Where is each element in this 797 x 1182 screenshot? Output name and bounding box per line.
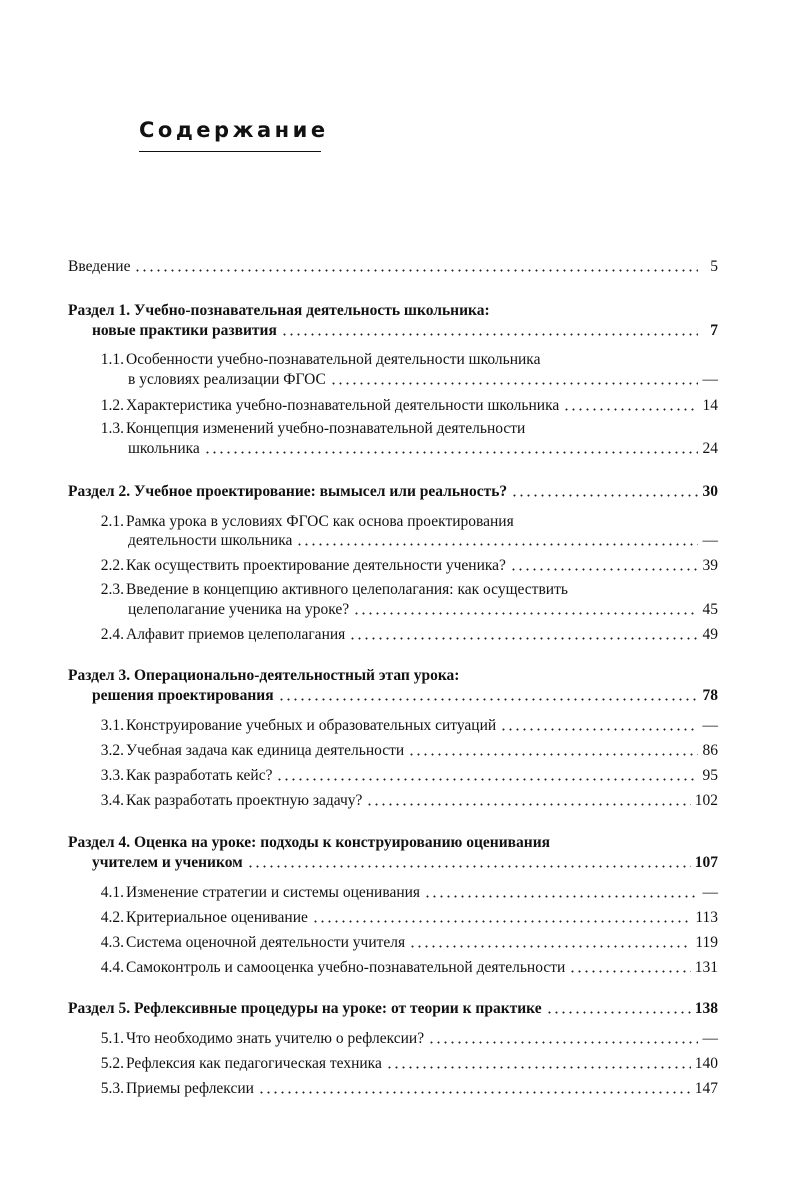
toc-page-number: 102 xyxy=(694,792,718,809)
toc-item-5-2[interactable] xyxy=(68,1051,718,1073)
dot-leader xyxy=(296,543,698,546)
item-text: Изменение стратегии и системы оценивания xyxy=(126,884,421,901)
toc-page-number: — xyxy=(702,532,718,549)
dot-leader xyxy=(276,778,698,781)
item-number: 5.1. xyxy=(100,1030,124,1047)
toc-page-number: 14 xyxy=(702,397,718,414)
dot-leader xyxy=(546,1011,691,1014)
dot-leader xyxy=(278,698,698,701)
item-number: 5.2. xyxy=(100,1055,124,1072)
item-text: Концепция изменений учебно-познавательной деятельности xyxy=(126,420,526,437)
dot-leader xyxy=(330,382,698,385)
toc-page-number: — xyxy=(702,1030,718,1047)
section-1-heading[interactable] xyxy=(68,298,718,320)
section-heading-text: Раздел 5. Рефлексивные процедуры на уроке: от теории к практике xyxy=(68,1000,542,1017)
toc-page-number: 107 xyxy=(694,854,718,871)
dot-leader xyxy=(349,637,698,640)
item-text: в условиях реализации ФГОС xyxy=(128,371,326,388)
dot-leader xyxy=(563,408,698,411)
item-number: 5.3. xyxy=(100,1080,124,1097)
item-text: Как разработать кейс? xyxy=(126,767,273,784)
dot-leader xyxy=(312,920,691,923)
item-text: Рефлексия как педагогическая техника xyxy=(126,1055,382,1072)
item-number: 4.2. xyxy=(100,909,124,926)
item-number: 3.2. xyxy=(100,742,124,759)
toc-item-2-2[interactable] xyxy=(68,553,718,575)
toc-page-number: 86 xyxy=(702,742,718,759)
toc-page-number: — xyxy=(702,884,718,901)
dot-leader xyxy=(134,269,698,272)
dot-leader xyxy=(424,895,698,898)
page-title: Содержание xyxy=(139,118,329,142)
toc-item-3-1[interactable] xyxy=(68,713,718,735)
toc-page-number: 131 xyxy=(694,959,718,976)
item-number: 1.2. xyxy=(100,397,124,414)
page-title-block xyxy=(139,118,329,152)
item-text: Введение в концепцию активного целеполагания: как осуществить xyxy=(126,581,568,598)
toc-item-4-2[interactable] xyxy=(68,905,718,927)
toc-item-3-3[interactable] xyxy=(68,763,718,785)
item-text: Алфавит приемов целеполагания xyxy=(126,626,346,643)
toc-item-3-2[interactable] xyxy=(68,738,718,760)
item-text: Самоконтроль и самооценка учебно-познавательной деятельности xyxy=(126,959,566,976)
item-number: 2.1. xyxy=(100,513,124,530)
toc-item-4-3[interactable] xyxy=(68,930,718,952)
dot-leader xyxy=(569,970,690,973)
toc-page-number: 78 xyxy=(702,687,718,704)
toc-entry-intro[interactable] xyxy=(68,254,718,276)
toc-item-2-1-cont[interactable] xyxy=(68,528,718,550)
toc-page-number: 140 xyxy=(694,1055,718,1072)
item-number: 2.2. xyxy=(100,557,124,574)
dot-leader xyxy=(366,803,690,806)
toc-item-2-3-cont[interactable] xyxy=(68,597,718,619)
section-heading-text: новые практики развития xyxy=(92,322,277,339)
toc-page-number: — xyxy=(702,717,718,734)
toc-item-1-1-cont[interactable] xyxy=(68,367,718,389)
toc-item-5-3[interactable] xyxy=(68,1076,718,1098)
toc-item-1-3-cont[interactable] xyxy=(68,436,718,458)
toc-page-number: 49 xyxy=(702,626,718,643)
section-3-heading-cont[interactable] xyxy=(68,683,718,705)
toc-item-5-1[interactable] xyxy=(68,1026,718,1048)
toc-item-3-4[interactable] xyxy=(68,788,718,810)
item-text: Что необходимо знать учителю о рефлексии? xyxy=(126,1030,425,1047)
toc-item-2-4[interactable] xyxy=(68,622,718,644)
item-text: Система оценочной деятельности учителя xyxy=(126,934,406,951)
item-text: Особенности учебно-познавательной деятельности школьника xyxy=(126,351,541,368)
item-text: Как осуществить проектирование деятельности ученика? xyxy=(126,557,506,574)
dot-leader xyxy=(386,1066,691,1069)
section-4-heading-cont[interactable] xyxy=(68,850,718,872)
section-heading-text: Раздел 2. Учебное проектирование: вымысел или реальность? xyxy=(68,483,508,500)
dot-leader xyxy=(511,494,698,497)
dot-leader xyxy=(247,865,691,868)
item-text: целеполагание ученика на уроке? xyxy=(128,601,350,618)
section-heading-text: решения проектирования xyxy=(92,687,274,704)
toc-page-number: 119 xyxy=(695,934,718,951)
item-number: 1.3. xyxy=(100,420,124,437)
dot-leader xyxy=(510,568,698,571)
item-text: школьника xyxy=(128,440,200,457)
item-text: Учебная задача как единица деятельности xyxy=(126,742,405,759)
item-text: Приемы рефлексии xyxy=(126,1080,254,1097)
toc-page-number: 138 xyxy=(694,1000,718,1017)
toc-page-number: 39 xyxy=(702,557,718,574)
dot-leader xyxy=(428,1041,698,1044)
toc-page-number: 147 xyxy=(694,1080,718,1097)
toc-item-1-3[interactable] xyxy=(68,416,718,438)
toc-page-number: 5 xyxy=(710,258,718,275)
section-heading-text: Раздел 4. Оценка на уроке: подходы к конструированию оценивания xyxy=(68,834,551,851)
section-5-heading[interactable] xyxy=(68,996,718,1018)
toc-page-number: 113 xyxy=(695,909,718,926)
item-number: 1.1. xyxy=(100,351,124,368)
item-number: 3.4. xyxy=(100,792,124,809)
toc-page-number: 45 xyxy=(702,601,718,618)
section-heading-text: Раздел 1. Учебно-познавательная деятельность школьника: xyxy=(68,302,490,319)
toc-page-number: 95 xyxy=(702,767,718,784)
item-number: 3.1. xyxy=(100,717,124,734)
dot-leader xyxy=(408,753,698,756)
dot-leader xyxy=(258,1091,691,1094)
toc-page-number: 30 xyxy=(702,483,718,500)
toc-item-4-1[interactable] xyxy=(68,880,718,902)
item-text: деятельности школьника xyxy=(128,532,293,549)
item-text: Рамка урока в условиях ФГОС как основа проектирования xyxy=(126,513,514,530)
section-1-heading-cont[interactable] xyxy=(68,318,718,340)
item-text: Конструирование учебных и образовательных ситуаций xyxy=(126,717,497,734)
item-number: 4.3. xyxy=(100,934,124,951)
title-underline xyxy=(139,151,321,152)
dot-leader xyxy=(204,451,698,454)
toc-page-number: 7 xyxy=(710,322,718,339)
toc-item-1-2[interactable] xyxy=(68,393,718,415)
dot-leader xyxy=(409,945,691,948)
toc-item-1-1[interactable] xyxy=(68,347,718,369)
item-number: 2.3. xyxy=(100,581,124,598)
dot-leader xyxy=(353,612,698,615)
section-heading-text: Раздел 3. Операционально-деятельностный этап урока: xyxy=(68,667,460,684)
item-number: 4.1. xyxy=(100,884,124,901)
section-4-heading[interactable] xyxy=(68,830,718,852)
item-text: Критериальное оценивание xyxy=(126,909,308,926)
item-text: Характеристика учебно-познавательной деятельности школьника xyxy=(126,397,560,414)
item-number: 2.4. xyxy=(100,626,124,643)
item-number: 3.3. xyxy=(100,767,124,784)
item-number: 4.4. xyxy=(100,959,124,976)
toc-entry-text: Введение xyxy=(68,258,131,275)
dot-leader xyxy=(281,333,698,336)
section-heading-text: учителем и учеником xyxy=(92,854,243,871)
section-2-heading[interactable] xyxy=(68,479,718,501)
toc-item-2-3[interactable] xyxy=(68,577,718,599)
dot-leader xyxy=(500,728,698,731)
toc-page-number: — xyxy=(702,371,718,388)
section-3-heading[interactable] xyxy=(68,663,718,685)
item-text: Как разработать проектную задачу? xyxy=(126,792,363,809)
toc-page-number: 24 xyxy=(702,440,718,457)
toc-item-4-4[interactable] xyxy=(68,955,718,977)
